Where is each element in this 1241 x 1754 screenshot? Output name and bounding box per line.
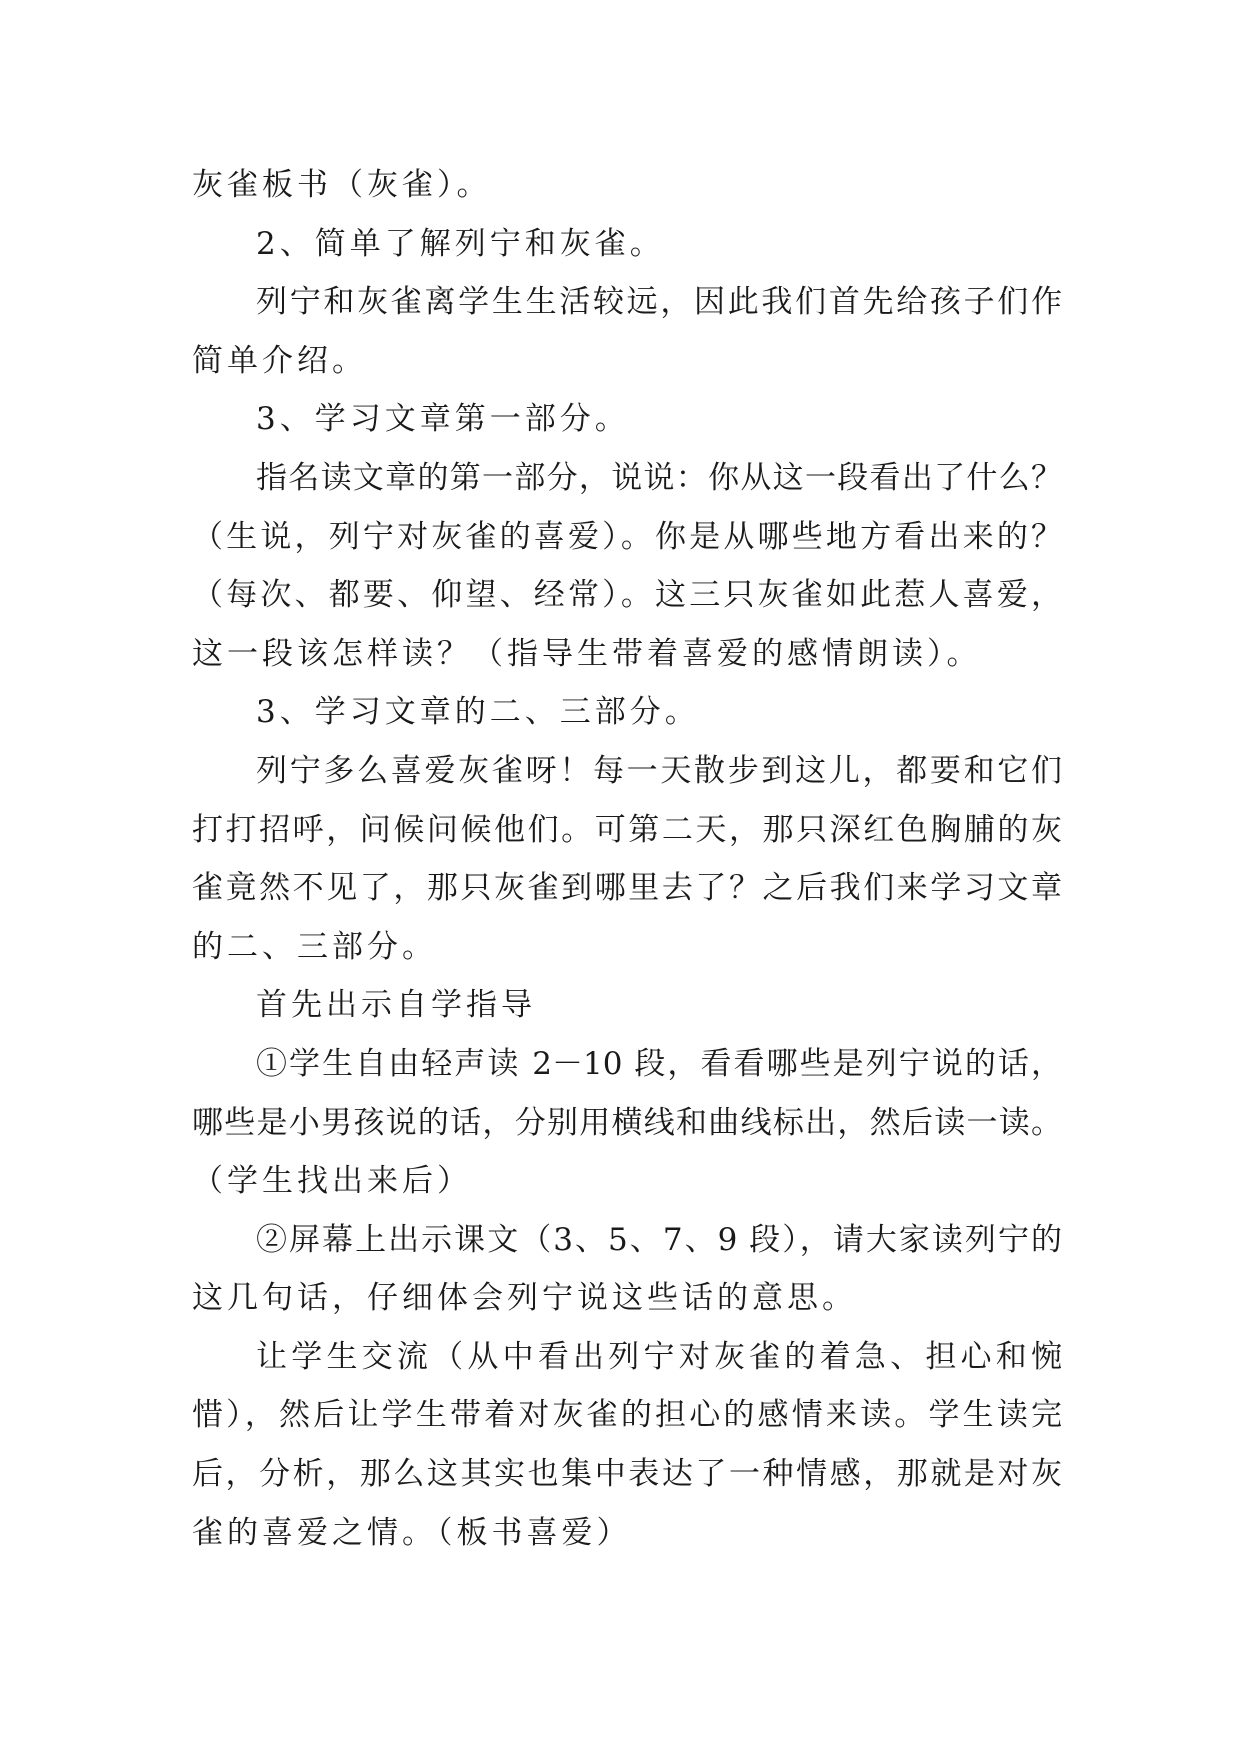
text-line: 这几句话，仔细体会列宁说这些话的意思。: [192, 1280, 857, 1317]
document-body: [192, 156, 1062, 1562]
text-line: 灰雀板书（灰雀）。: [192, 167, 492, 203]
text-line: 列宁多么喜爱灰雀呀！每一天散步到这儿，都要和它们: [256, 752, 1062, 789]
text-line: （生说，列宁对灰雀的喜爱）。你是从哪些地方看出来的？: [192, 518, 1062, 555]
text-line: 让学生交流（从中看出列宁对灰雀的着急、担心和惋: [256, 1338, 1062, 1375]
text-line: 的二、三部分。: [192, 928, 437, 965]
text-line: 首先出示自学指导: [256, 987, 536, 1024]
text-line: ②屏幕上出示课文（3、5、7、9 段），请大家读列宁的: [256, 1221, 1062, 1258]
text-line: 2、简单了解列宁和灰雀。: [256, 225, 665, 262]
text-line: 雀的喜爱之情。（板书喜爱）: [192, 1514, 632, 1551]
text-line: 后，分析，那么这其实也集中表达了一种情感，那就是对灰: [192, 1456, 1062, 1493]
text-line: 这一段该怎样读？（指导生带着喜爱的感情朗读）。: [192, 635, 982, 672]
text-line: 惜），然后让学生带着对灰雀的担心的感情来读。学生读完: [192, 1397, 1062, 1434]
text-line: 3、学习文章第一部分。: [256, 401, 630, 438]
text-line: 指名读文章的第一部分，说说：你从这一段看出了什么？: [256, 459, 1062, 496]
text-line: 列宁和灰雀离学生生活较远，因此我们首先给孩子们作: [256, 284, 1062, 321]
text-line: ①学生自由轻声读 2－10 段，看看哪些是列宁说的话，: [256, 1045, 1062, 1082]
text-line: 3、学习文章的二、三部分。: [256, 694, 700, 731]
text-line: 哪些是小男孩说的话，分别用横线和曲线标出，然后读一读。: [192, 1104, 1062, 1141]
text-line: （每次、都要、仰望、经常）。这三只灰雀如此惹人喜爱，: [192, 577, 1062, 614]
text-line: 雀竟然不见了，那只灰雀到哪里去了？之后我们来学习文章: [192, 870, 1062, 907]
text-line: 打打招呼，问候问候他们。可第二天，那只深红色胸脯的灰: [192, 811, 1062, 848]
text-line: 简单介绍。: [192, 342, 367, 379]
text-line: （学生找出来后）: [192, 1163, 472, 1200]
